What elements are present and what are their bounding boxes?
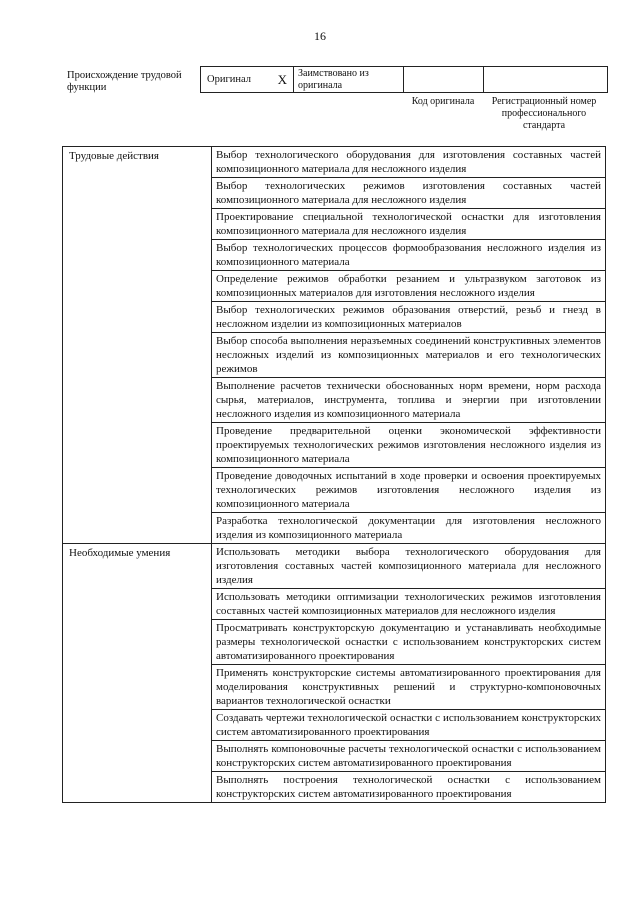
category-cell: Необходимые умения bbox=[63, 544, 212, 803]
table-row bbox=[63, 147, 606, 178]
item-cell: Выполнять компоновочные расчеты технологической оснастки с использованием конструкторских систем автоматизированного проектирования bbox=[212, 741, 606, 772]
table-row bbox=[63, 544, 606, 589]
item-cell: Разработка технологической документации для изготовления несложного изделия из композиционного материала bbox=[212, 513, 606, 544]
category-cell: Трудовые действия bbox=[63, 147, 212, 544]
item-cell: Определение режимов обработки резанием и ультразвуком заготовок из композиционных материалов для изготовления несложного изделия bbox=[212, 271, 606, 302]
item-cell: Просматривать конструкторскую документацию и устанавливать необходимые размеры технологической оснастки с использованием конструкторских систем автоматизированного проектирования bbox=[212, 620, 606, 665]
item-cell: Выполнять построения технологической оснастки с использованием конструкторских систем автоматизированного проектирования bbox=[212, 772, 606, 803]
functions-table bbox=[62, 146, 606, 803]
item-cell: Выбор способа выполнения неразъемных соединений конструктивных элементов несложных изделий из композиционных материалов и его технологических режимов bbox=[212, 333, 606, 378]
registration-number-cell bbox=[484, 67, 607, 92]
original-cell bbox=[201, 67, 294, 92]
item-cell: Использовать методики оптимизации технологических режимов изготовления составных частей композиционных материалов для несложного изделия bbox=[212, 589, 606, 620]
original-mark: X bbox=[277, 71, 287, 87]
item-cell: Проведение предварительной оценки экономической эффективности проектируемых технологических режимов изготовления несложного изделия из композиционного материала bbox=[212, 423, 606, 468]
item-cell: Выбор технологических режимов образования отверстий, резьб и гнезд в несложном изделии из композиционных материалов bbox=[212, 302, 606, 333]
original-code-cell bbox=[404, 67, 484, 92]
item-cell: Создавать чертежи технологической оснастки с использованием конструкторских систем автоматизированного проектирования bbox=[212, 710, 606, 741]
item-cell: Выбор технологического оборудования для изготовления составных частей композиционного материала для несложного изделия bbox=[212, 147, 606, 178]
item-cell: Проведение доводочных испытаний в ходе проверки и освоения проектируемых технологических режимов изготовления несложного изделия из композиционного материала bbox=[212, 468, 606, 513]
item-cell: Выполнение расчетов технически обоснованных норм времени, норм расхода сырья, материалов, инструмента, топлива и энергии при изготовлении несложного изделия из композиционного материала bbox=[212, 378, 606, 423]
origin-label: Происхождение трудовой функции bbox=[67, 70, 182, 93]
item-cell: Выбор технологических процессов формообразования несложного изделия из композиционного материала bbox=[212, 240, 606, 271]
code-caption: Код оригинала bbox=[411, 96, 475, 107]
item-cell: Применять конструкторские системы автоматизированного проектирования для моделирования конструктивных решений и структурно-компоновочных вариантов технологической оснастки bbox=[212, 665, 606, 710]
origin-table bbox=[200, 66, 608, 93]
page-number: 16 bbox=[314, 29, 326, 43]
item-cell: Проектирование специальной технологической оснастки для изготовления композиционного материала для несложного изделия bbox=[212, 209, 606, 240]
item-cell: Выбор технологических режимов изготовления составных частей композиционного материала для несложного изделия bbox=[212, 178, 606, 209]
item-cell: Использовать методики выбора технологического оборудования для изготовления составных частей композиционного материала для несложного изделия bbox=[212, 544, 606, 589]
original-label: Оригинал bbox=[207, 74, 251, 85]
borrowed-cell: Заимствовано из оригинала bbox=[294, 67, 404, 92]
registration-caption: Регистрационный номер профессионального стандарта bbox=[491, 96, 597, 131]
